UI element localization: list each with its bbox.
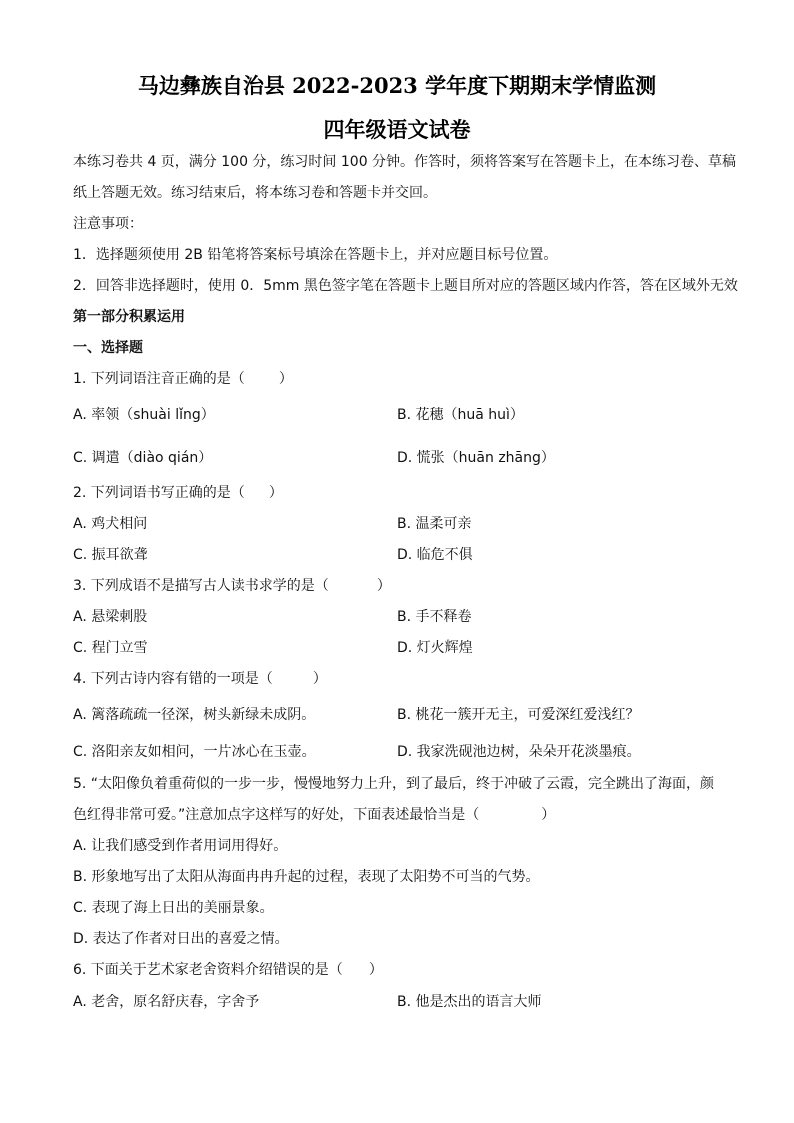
- question-stem-text: 3. 下列成语不是描写古人读书求学的是（: [73, 578, 329, 594]
- question-6-option-b: B. 他是杰出的语言大师: [397, 994, 542, 1010]
- notes-heading: 注意事项：: [73, 216, 143, 232]
- question-1-option-a: A. 率领（shuài lǐng）: [73, 407, 215, 423]
- question-1-stem: [73, 369, 293, 389]
- question-3-option-d: D. 灯火辉煌: [397, 640, 473, 656]
- question-5-option-b: B. 形象地写出了太阳从海面冉冉升起的过程，表现了太阳势不可当的气势。: [73, 869, 540, 885]
- question-stem-close: ）: [376, 578, 391, 594]
- question-stem-close: ）: [312, 671, 327, 687]
- question-6-stem: [73, 960, 383, 980]
- question-6-option-a: A. 老舍，原名舒庆春，字舍予: [73, 994, 260, 1010]
- question-1-option-b: B. 花穗（huā huì）: [397, 407, 524, 423]
- question-1-option-c: C. 调遣（diào qián）: [73, 450, 213, 466]
- notes-item-1: 1．选择题须使用 2B 铅笔将答案标号填涂在答题卡上，并对应题目标号位置。: [73, 247, 558, 263]
- question-2-option-b: B. 温柔可亲: [397, 516, 472, 532]
- intro-line-2: 纸上答题无效。练习结束后，将本练习卷和答题卡并交回。: [73, 185, 437, 201]
- question-2-option-d: D. 临危不俱: [397, 547, 473, 563]
- question-stem-text: 色红得非常可爱。”注意加点字这样写的好处，下面表述最恰当是（: [73, 807, 480, 823]
- question-stem-close: ）: [278, 371, 293, 387]
- question-4-option-b: B. 桃花一簇开无主，可爱深红爱浅红？: [397, 707, 640, 723]
- exam-title: 马边彝族自治县 2022-2023 学年度下期期末学情监测: [137, 73, 657, 98]
- question-5-option-c: C. 表现了海上日出的美丽景象。: [73, 900, 274, 916]
- question-4-option-c: C. 洛阳亲友如相问，一片冰心在玉壶。: [73, 744, 316, 760]
- intro-line-1: 本练习卷共 4 页，满分 100 分，练习时间 100 分钟。作答时，须将答案写在答题卡上，在本练习卷、草稿: [73, 154, 737, 170]
- question-stem-close: ）: [268, 485, 283, 501]
- question-stem-text: 4. 下列古诗内容有错的一项是（: [73, 671, 273, 687]
- part-heading: 第一部分积累运用: [73, 309, 185, 325]
- question-1-option-d: D. 慌张（huān zhāng）: [397, 450, 555, 466]
- question-5-option-d: D. 表达了作者对日出的喜爱之情。: [73, 931, 289, 947]
- question-4-stem: [73, 669, 327, 689]
- question-5-stem-line-2: [73, 805, 555, 825]
- question-3-option-a: A. 悬梁刺股: [73, 609, 148, 625]
- question-5-option-a: A. 让我们感受到作者用词用得好。: [73, 838, 288, 854]
- question-3-option-c: C. 程门立雪: [73, 640, 148, 656]
- question-3-option-b: B. 手不释卷: [397, 609, 472, 625]
- question-stem-text: 1. 下列词语注音正确的是（: [73, 371, 245, 387]
- question-3-stem: [73, 576, 391, 596]
- question-2-stem: [73, 483, 283, 503]
- notes-item-2: 2．回答非选择题时，使用 0．5mm 黑色签字笔在答题卡上题目所对应的答题区域内作答，答在区域外无效: [73, 278, 738, 294]
- question-stem-close: ）: [368, 962, 383, 978]
- question-stem-close: ）: [541, 807, 556, 823]
- question-stem-text: 2. 下列词语书写正确的是（: [73, 485, 245, 501]
- question-stem-text: 6. 下面关于艺术家老舍资料介绍错误的是（: [73, 962, 343, 978]
- question-4-option-a: A. 篱落疏疏一径深，树头新绿未成阴。: [73, 707, 316, 723]
- question-2-option-a: A. 鸡犬相问: [73, 516, 148, 532]
- question-2-option-c: C. 振耳欲聋: [73, 547, 148, 563]
- section-heading: 一、选择题: [73, 340, 143, 356]
- question-5-stem-line-1: 5. “太阳像负着重荷似的一步一步，慢慢地努力上升，到了最后，终于冲破了云霞，完全跳出了海面，颜: [73, 776, 715, 792]
- exam-subtitle: 四年级语文试卷: [323, 117, 471, 142]
- question-4-option-d: D. 我家洗砚池边树，朵朵开花淡墨痕。: [397, 744, 641, 760]
